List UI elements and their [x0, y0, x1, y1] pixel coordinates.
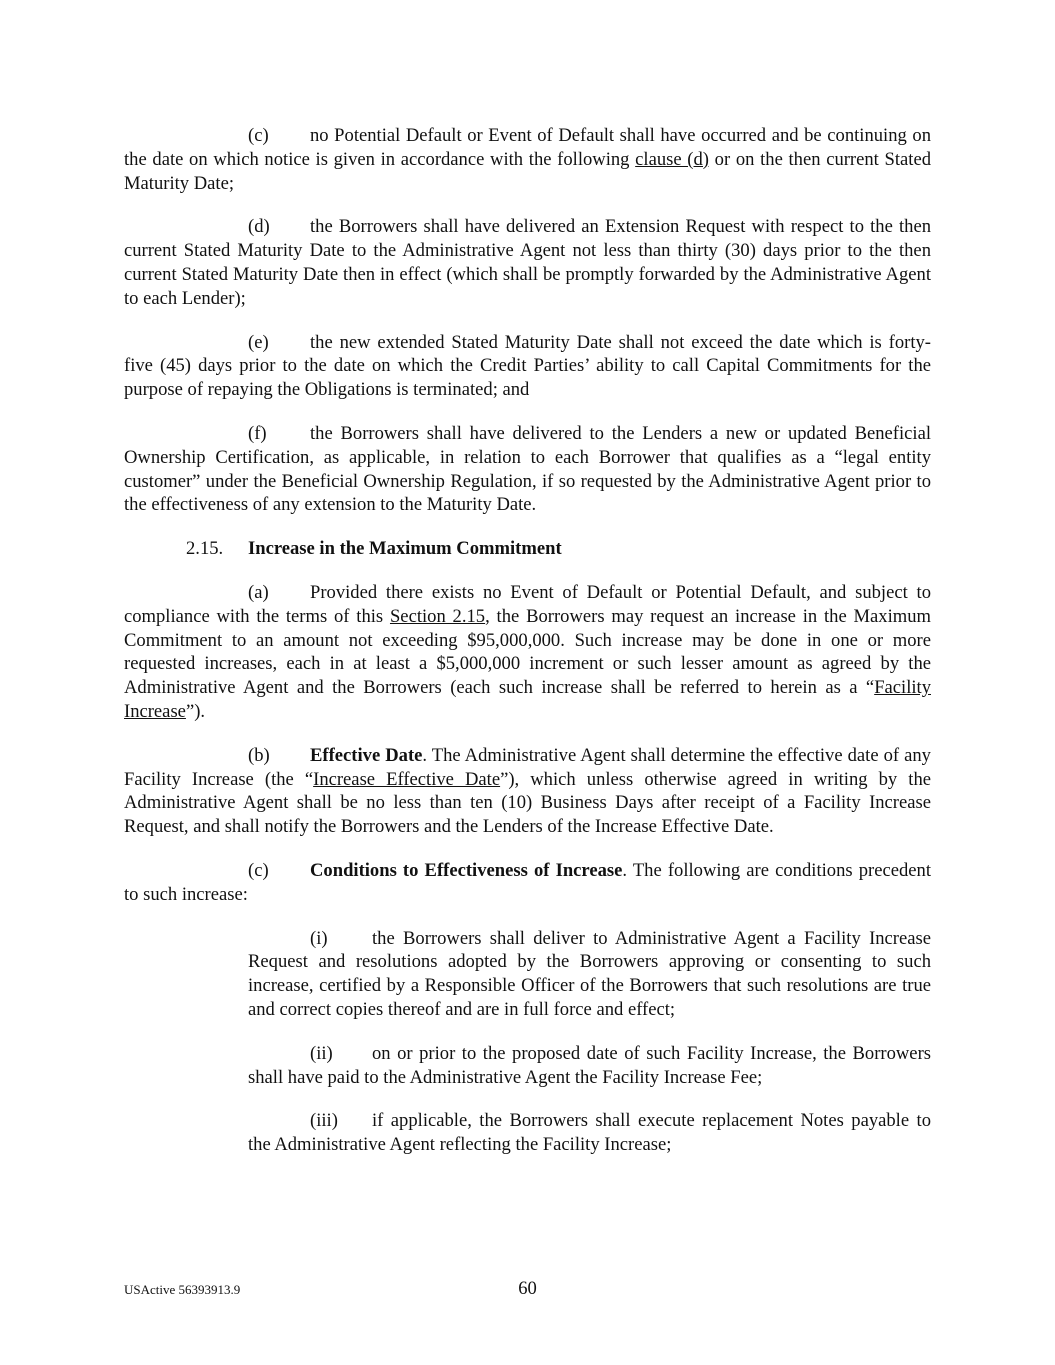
paragraph-label: (b)	[248, 744, 270, 766]
condition-label: (i)	[310, 927, 328, 949]
paragraph-label: (f)	[248, 422, 267, 444]
paragraph-c-conditions: (c) Conditions to Effectiveness of Increase. The following are conditions precedent to such increase:	[124, 859, 931, 905]
condition-label: (iii)	[310, 1110, 338, 1132]
paragraph-label: (c)	[248, 125, 269, 146]
condition-i-resolutions: (i) the Borrowers shall deliver to Administrative Agent a Facility Increase Request and resolutions adopted by the Borrowers approving or consenting to such increase, certified by a Responsible Officer of the Borrowers that such resolutions are true and correct copies thereof and are in full force and effect;	[248, 927, 931, 1020]
paragraph-b-effective-date: (b) Effective Date. The Administrative Agent shall determine the effective date of any Facility Increase (the “Increase Effective Date”), which unless otherwise agreed in writing by the Administrative Agent shall be no less than ten (10) Business Days after receipt of a Facility Increase Request, and shall notify the Borrowers and the Lenders of the Increase Effective Date.	[124, 744, 931, 838]
paragraph-c-no-default: (c) no Potential Default or Event of Default shall have occurred and be continuing on the date on which notice is given in accordance with the following clause (d) or on the then current Stated Maturity Date;	[124, 125, 931, 194]
page-number: 60	[518, 1278, 537, 1299]
condition-iii-notes: (iii) if applicable, the Borrowers shall execute replacement Notes payable to the Administrative Agent reflecting the Facility Increase;	[248, 1110, 931, 1156]
clause-d-reference: clause (d)	[635, 148, 709, 170]
paragraph-f-beneficial-ownership: (f) the Borrowers shall have delivered to the Lenders a new or updated Beneficial Ownership Certification, as applicable, in relation to each Borrower that qualifies as a “legal entity customer” under the Beneficial Ownership Regulation, if so requested by the Administrative Agent prior to the effectiveness of any extension to the Maturity Date.	[124, 422, 931, 516]
condition-label: (ii)	[310, 1042, 333, 1064]
paragraph-label: (e)	[248, 331, 269, 353]
paragraph-a-increase-request: (a) Provided there exists no Event of Default or Potential Default, and subject to compliance with the terms of this Section 2.15, the Borrowers may request an increase in the Maximum Commitment to an amount not exceeding $95,000,000. Such increase may be done in one or more requested increases, each in at least a $5,000,000 increment or such lesser amount as agreed by the Administrative Agent and the Borrowers (each such increase shall be referred to herein as a “Facility Increase”).	[124, 581, 931, 722]
increase-effective-date-term: Increase Effective Date	[313, 768, 501, 790]
section-2-15-reference: Section 2.15	[389, 605, 486, 627]
document-body	[124, 124, 931, 1177]
conditions-heading: Conditions to Effectiveness of Increase	[310, 859, 623, 881]
section-number: 2.15.	[186, 538, 224, 560]
paragraph-d-extension-request: (d) the Borrowers shall have delivered an Extension Request with respect to the then current Stated Maturity Date to the Administrative Agent not less than thirty (30) days prior to the then current Stated Maturity Date then in effect (which shall be promptly forwarded by the Administrative Agent to each Lender);	[124, 216, 931, 309]
paragraph-label: (d)	[248, 216, 270, 238]
condition-ii-fee: (ii) on or prior to the proposed date of such Facility Increase, the Borrowers shall have paid to the Administrative Agent the Facility Increase Fee;	[248, 1042, 931, 1088]
paragraph-e-maturity-limit: (e) the new extended Stated Maturity Date shall not exceed the date which is forty-five (45) days prior to the date on which the Credit Parties’ ability to call Capital Commitments for the purpose of repaying the Obligations is terminated; and	[124, 331, 931, 401]
paragraph-label: (a)	[248, 581, 269, 603]
facility-increase-term: Facility Increase	[124, 677, 931, 722]
section-title: Increase in the Maximum Commitment	[248, 538, 562, 560]
effective-date-heading: Effective Date	[310, 744, 423, 766]
document-id: USActive 56393913.9	[124, 1282, 241, 1297]
paragraph-label: (c)	[248, 859, 269, 881]
section-heading	[186, 537, 931, 561]
